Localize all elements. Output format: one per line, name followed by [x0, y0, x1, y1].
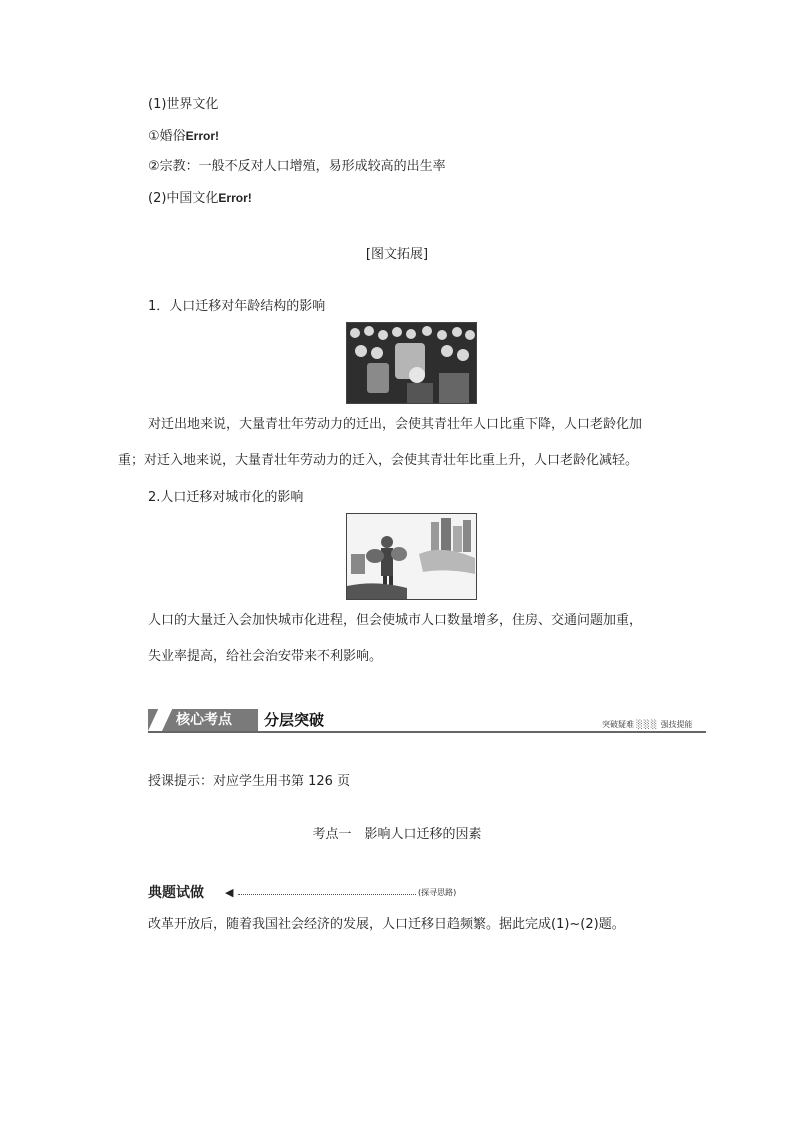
- banner-tag-b: 强技提能: [660, 720, 693, 729]
- banner-core-points: 核心考点: [148, 709, 258, 731]
- banner-tags: 突破疑难 ░░░ 强技提能: [602, 720, 693, 729]
- point2-title: 2.人口迁移对城市化的影响: [148, 490, 304, 505]
- item-marriage-custom-label: ①婚俗: [148, 129, 186, 144]
- point1-text-line2: 重；对迁入地来说，大量青壮年劳动力的迁入，会使其青壮年比重上升，人口老龄化减轻。: [118, 453, 639, 468]
- point2-text-line1: 人口的大量迁入会加快城市化进程，但会使城市人口数量增多，住房、交通问题加重，: [148, 613, 643, 628]
- lesson-hint: 授课提示：对应学生用书第 126 页: [148, 774, 351, 789]
- example-question: 改革开放后，随着我国社会经济的发展，人口迁移日趋频繁。据此完成(1)~(2)题。: [148, 917, 625, 932]
- crowd-photo-graphic: [347, 323, 476, 403]
- point2-text-line2: 失业率提高，给社会治安带来不利影响。: [148, 649, 383, 664]
- error-field: Error!: [185, 129, 219, 143]
- topic-title: 考点一 影响人口迁移的因素: [312, 827, 482, 842]
- section-banner: [148, 709, 706, 735]
- item-religion: ②宗教：一般不反对人口增殖，易形成较高的出生率: [148, 159, 446, 174]
- arrow-left-icon: ◀: [225, 886, 234, 899]
- point1-text-line1: 对迁出地来说，大量青壮年劳动力的迁出，会使其青壮年人口比重下降，人口老龄化加: [148, 417, 643, 432]
- dotted-leader: [238, 894, 416, 895]
- item-china-culture: [148, 189, 252, 208]
- banner-layered-breakthrough: 分层突破: [264, 711, 325, 729]
- banner-tag-a: 突破疑难: [602, 720, 634, 729]
- crowd-migration-photo: [346, 322, 477, 404]
- example-header: [148, 884, 468, 904]
- point1-title: 1．人口迁移对年龄结构的影响: [148, 299, 326, 314]
- item-world-culture-label: (1)世界文化: [148, 97, 219, 112]
- item-marriage-custom: [148, 127, 219, 146]
- item-china-culture-label: (2)中国文化: [148, 191, 219, 206]
- urbanization-graphic: [347, 514, 476, 599]
- example-hint: (探寻思路): [418, 888, 457, 897]
- example-label: 典题试做: [148, 885, 204, 901]
- banner-rule: [148, 731, 706, 733]
- item-world-culture: [148, 96, 218, 114]
- extension-title: [图文拓展]: [365, 247, 429, 262]
- error-field: Error!: [218, 191, 252, 205]
- urbanization-illustration: [346, 513, 477, 600]
